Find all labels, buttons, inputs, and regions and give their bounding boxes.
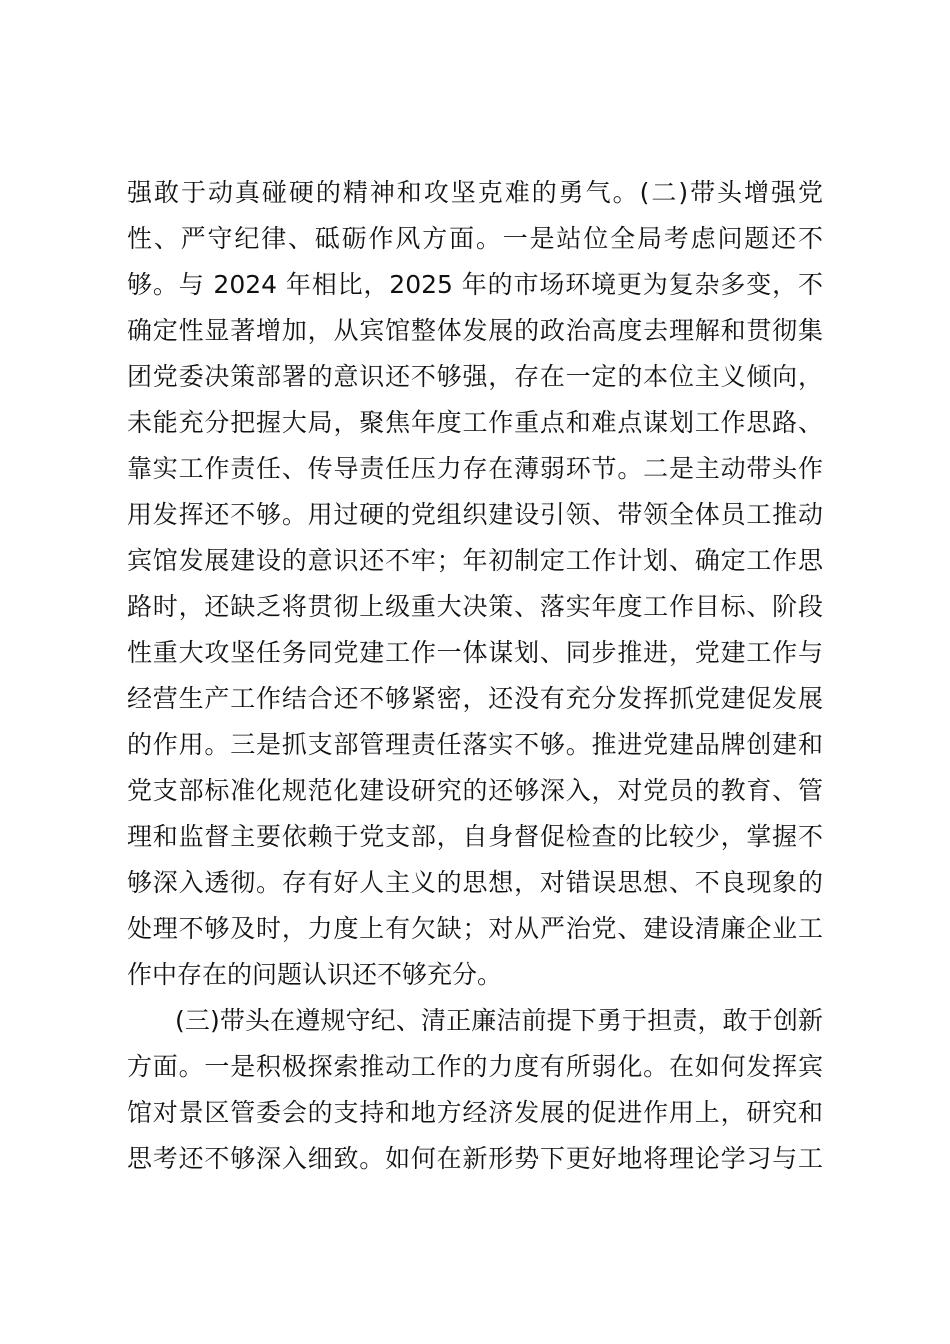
text-line: 靠实工作责任、传导责任压力存在薄弱环节。二是主动带头作 (127, 454, 823, 483)
text-line: 理和监督主要依赖于党支部，自身督促检查的比较少，掌握不 (127, 822, 823, 851)
text-line: 党支部标准化规范化建设研究的还够深入，对党员的教育、管 (127, 776, 823, 805)
text-line: 作中存在的问题认识还不够充分。 (127, 960, 503, 989)
text-line: 用发挥还不够。用过硬的党组织建设引领、带领全体员工推动 (127, 500, 823, 529)
paragraph-start-line: (三)带头在遵规守纪、清正廉洁前提下勇于担责，敢于创新 (175, 1006, 823, 1035)
text-line: 的作用。三是抓支部管理责任落实不够。推进党建品牌创建和 (127, 730, 823, 759)
text-line: 确定性显著增加，从宾馆整体发展的政治高度去理解和贯彻集 (127, 316, 823, 345)
text-line: 馆对景区管委会的支持和地方经济发展的促进作用上，研究和 (127, 1098, 823, 1127)
text-line: 思考还不够深入细致。如何在新形势下更好地将理论学习与工 (127, 1144, 823, 1173)
text-line: 处理不够及时，力度上有欠缺；对从严治党、建设清廉企业工 (127, 914, 823, 943)
body-text (127, 170, 823, 1182)
text-line: 方面。一是积极探索推动工作的力度有所弱化。在如何发挥宾 (127, 1052, 823, 1081)
text-line: 经营生产工作结合还不够紧密，还没有充分发挥抓党建促发展 (127, 684, 823, 713)
text-line: 性、严守纪律、砥砺作风方面。一是站位全局考虑问题还不 (127, 224, 823, 253)
text-line: 未能充分把握大局，聚焦年度工作重点和难点谋划工作思路、 (127, 408, 823, 437)
text-line: 宾馆发展建设的意识还不牢；年初制定工作计划、确定工作思 (127, 546, 823, 575)
text-line: 性重大攻坚任务同党建工作一体谋划、同步推进，党建工作与 (127, 638, 823, 667)
text-line: 够。与 2024 年相比，2025 年的市场环境更为复杂多变，不 (127, 270, 823, 299)
text-line: 路时，还缺乏将贯彻上级重大决策、落实年度工作目标、阶段 (127, 592, 823, 621)
text-line: 团党委决策部署的意识还不够强，存在一定的本位主义倾向， (127, 362, 823, 391)
text-line: 强敢于动真碰硬的精神和攻坚克难的勇气。(二)带头增强党 (127, 178, 823, 207)
text-line: 够深入透彻。存有好人主义的思想，对错误思想、不良现象的 (127, 868, 823, 897)
